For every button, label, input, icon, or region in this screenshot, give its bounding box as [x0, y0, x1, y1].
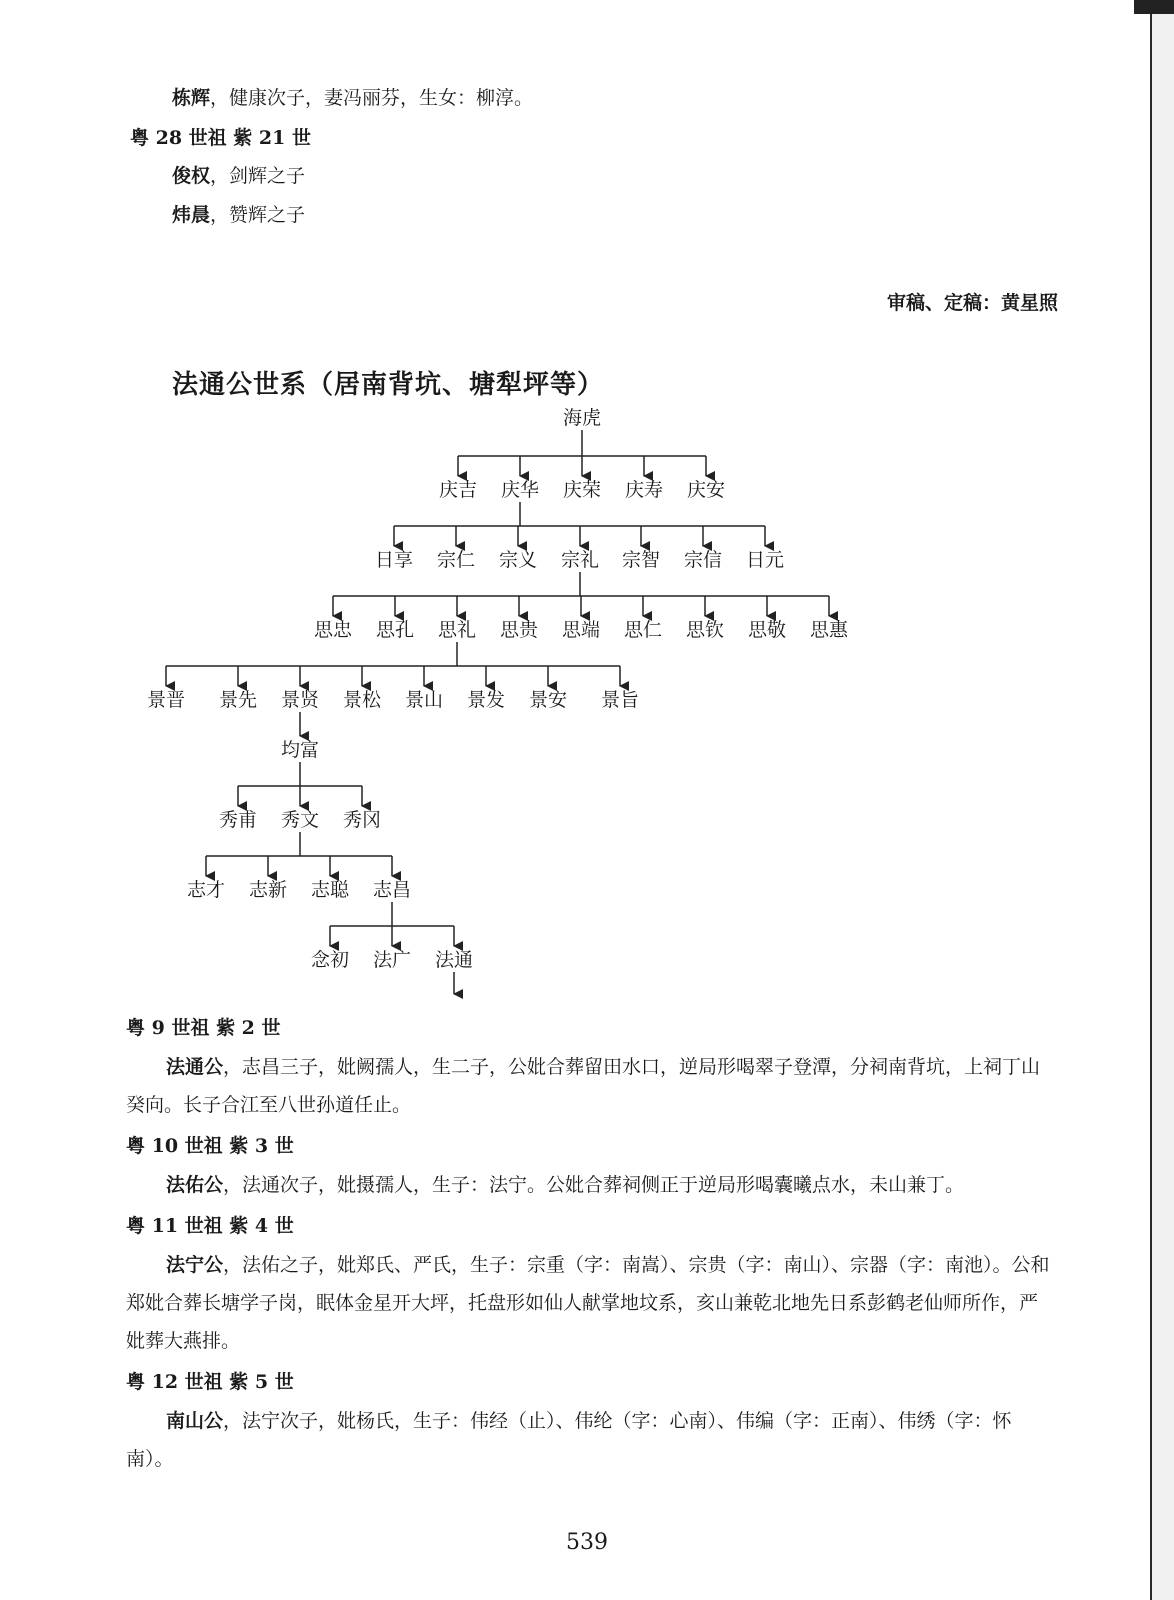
reviewer-signature: 审稿、定稿：黄星照 — [886, 292, 1058, 314]
entry-jun-quan — [172, 164, 305, 188]
tree-node: 宗仁 — [436, 549, 476, 571]
tree-node: 秀文 — [280, 809, 320, 831]
generation-heading: 粤 28 世祖 紫 21 世 — [130, 127, 311, 149]
generation-heading: 粤 11 世祖 紫 4 世 — [126, 1215, 294, 1237]
tree-node: 思贵 — [499, 619, 539, 641]
person-name: 栋辉 — [172, 87, 211, 109]
tree-node: 思端 — [561, 619, 601, 641]
tree-node: 思仁 — [623, 619, 663, 641]
tree-node: 海虎 — [562, 407, 602, 429]
tree-node: 庆寿 — [624, 479, 664, 501]
tree-node: 庆荣 — [562, 479, 602, 501]
tree-node: 思钦 — [685, 619, 725, 641]
tree-node: 景先 — [218, 689, 258, 711]
generation-heading: 粤 12 世祖 紫 5 世 — [126, 1371, 294, 1393]
tree-node: 庆安 — [686, 479, 726, 501]
person-text: ，赞辉之子 — [210, 204, 306, 226]
entry-dong-hui — [172, 86, 533, 110]
tree-node: 秀冈 — [342, 809, 382, 831]
tree-node: 景安 — [528, 689, 568, 711]
person-text: ，法佑之子，妣郑氏、严氏，生子：宗重（字：南嵩）、宗贵（字：南山）、宗器（字：南池）。公和郑妣合葬长塘学子岗，眠体金星开大坪，托盘形如仙人献掌地坟系，亥山兼乾北地先日系彭鹤老仙师所作，严妣葬大燕排。 — [126, 1254, 1050, 1352]
generation-heading: 粤 10 世祖 紫 3 世 — [126, 1135, 294, 1157]
tree-node: 志才 — [186, 879, 226, 901]
person-text: ，健康次子，妻冯丽芬，生女：柳淳。 — [210, 87, 534, 109]
tree-node: 均富 — [280, 739, 320, 761]
tree-node: 庆华 — [500, 479, 540, 501]
family-tree — [0, 400, 1174, 1020]
tree-node: 志新 — [248, 879, 288, 901]
tree-node: 宗智 — [621, 549, 661, 571]
tree-node: 宗礼 — [560, 549, 600, 571]
tree-node: 景发 — [466, 689, 506, 711]
tree-node: 念初 — [310, 949, 350, 971]
tree-node: 景旨 — [600, 689, 640, 711]
person-name: 法通公 — [166, 1056, 224, 1078]
person-name: 南山公 — [166, 1410, 224, 1432]
tree-node: 宗义 — [498, 549, 538, 571]
entry-paragraph — [126, 1246, 1056, 1360]
tree-node: 志聪 — [310, 879, 350, 901]
tree-node: 景贤 — [280, 689, 320, 711]
tree-node: 日元 — [745, 549, 785, 571]
tree-node: 思敬 — [747, 619, 787, 641]
tree-node: 法广 — [372, 949, 412, 971]
person-name: 法佑公 — [166, 1174, 224, 1196]
page-number: 539 — [566, 1530, 608, 1555]
person-text: ，法通次子，妣摄孺人，生子：法宁。公妣合葬祠侧正于逆局形喝囊曦点水，未山兼丁。 — [223, 1174, 965, 1196]
person-text: ，剑辉之子 — [210, 165, 306, 187]
entry-paragraph — [126, 1402, 1056, 1478]
entry-wei-chen — [172, 203, 305, 227]
tree-node: 思孔 — [375, 619, 415, 641]
person-name: 炜晨 — [172, 204, 211, 226]
person-text: ，志昌三子，妣阙孺人，生二子，公妣合葬留田水口，逆局形喝翠子登潭，分祠南背坑，上祠丁山癸向。长子合江至八世孙道任止。 — [126, 1056, 1041, 1116]
person-name: 法宁公 — [166, 1254, 224, 1276]
entry-paragraph — [126, 1048, 1056, 1124]
tree-node: 庆吉 — [438, 479, 478, 501]
tree-node: 思忠 — [313, 619, 353, 641]
tree-node: 景晋 — [146, 689, 186, 711]
generation-heading: 粤 9 世祖 紫 2 世 — [126, 1017, 281, 1039]
tree-node: 景山 — [404, 689, 444, 711]
scan-corner — [1134, 0, 1174, 14]
tree-node: 秀甫 — [218, 809, 258, 831]
tree-node: 思礼 — [437, 619, 477, 641]
tree-node: 志昌 — [372, 879, 412, 901]
tree-node: 思惠 — [809, 619, 849, 641]
person-text: ，法宁次子，妣杨氏，生子：伟经（止）、伟纶（字：心南）、伟编（字：正南）、伟绣（字：怀南）。 — [126, 1410, 1012, 1470]
entry-paragraph — [126, 1166, 1056, 1204]
tree-node: 景松 — [342, 689, 382, 711]
tree-node: 日享 — [374, 549, 414, 571]
tree-node: 法通 — [434, 949, 474, 971]
tree-node: 宗信 — [683, 549, 723, 571]
person-name: 俊权 — [172, 165, 211, 187]
chart-title: 法通公世系（居南背坑、塘犁坪等） — [172, 370, 605, 400]
